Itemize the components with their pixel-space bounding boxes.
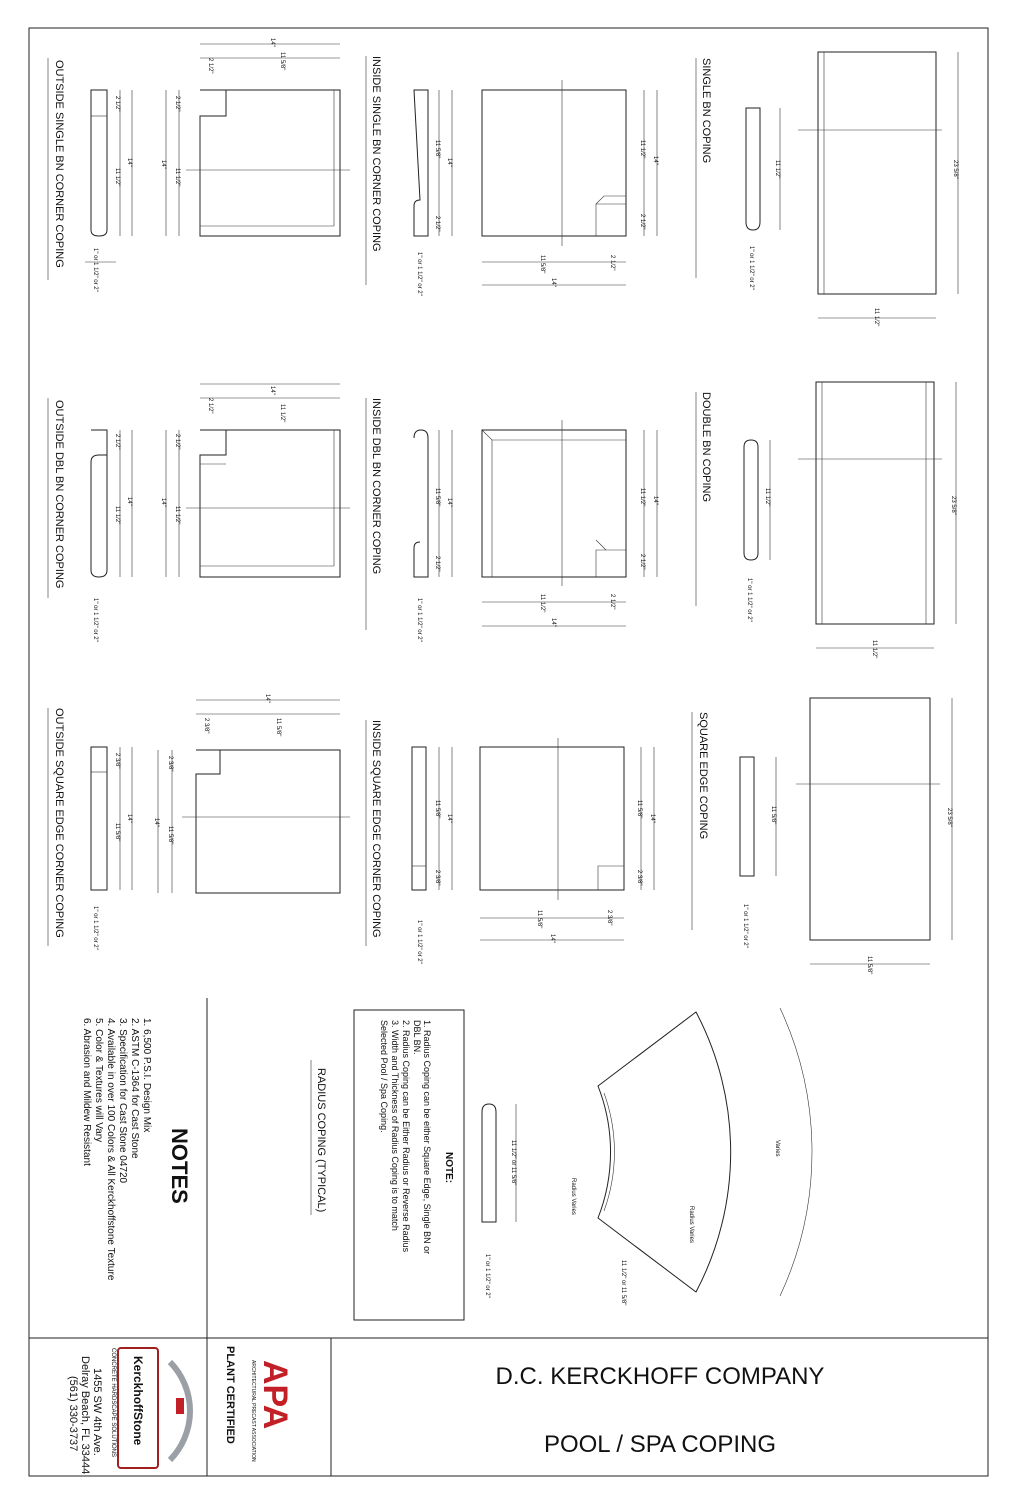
svg-text:4. Available in over 100 Colo: 4. Available in over 100 Colors & All Kerckhoffstone Texture [105,1018,116,1281]
svg-text:14": 14" [160,498,166,507]
svg-text:1" or 1 1/2" or 2": 1" or 1 1/2" or 2" [748,246,754,290]
inside-square-edge-corner-coping [366,720,655,964]
svg-text:2 3/8": 2 3/8" [167,756,173,772]
svg-text:11 1/2": 11 1/2" [114,506,120,525]
inside-square-title: INSIDE SQUARE EDGE CORNER COPING [370,720,382,938]
single-bn-title: SINGLE BN COPING [700,58,712,164]
svg-text:ARCHITECTURAL PRECAST ASSOCIAT: ARCHITECTURAL PRECAST ASSOCIATION [250,1360,256,1462]
svg-text:14": 14" [549,934,555,943]
svg-text:2 3/8": 2 3/8" [114,753,120,769]
svg-text:2 1/2": 2 1/2" [114,434,120,450]
svg-text:1" or 1 1/2" or 2": 1" or 1 1/2" or 2" [746,578,752,622]
svg-text:APA: APA [256,1360,294,1430]
svg-text:2. ASTM C-1364 for Cast Stone: 2. ASTM C-1364 for Cast Stone [129,1018,140,1159]
svg-text:3. Specification for Cast Sto: 3. Specification for Cast Stone 04720 [117,1018,128,1184]
svg-text:14": 14" [446,158,452,167]
svg-text:11 1/2": 11 1/2" [639,140,645,159]
svg-text:Selected Pool / Spa Coping.: Selected Pool / Spa Coping. [379,1020,389,1133]
svg-text:11 1/2" or 11 5/8": 11 1/2" or 11 5/8" [620,1260,626,1306]
svg-text:5. Color & Textures will Vary: 5. Color & Textures will Vary [93,1018,104,1143]
svg-text:11 1/2": 11 1/2" [764,488,770,507]
svg-text:11 5/8": 11 5/8" [167,826,173,845]
drawing-title: POOL / SPA COPING [543,1431,777,1458]
inside-double-title: INSIDE DBL BN CORNER COPING [370,398,382,575]
svg-text:2 1/2": 2 1/2" [174,96,180,112]
phone: (561) 330-3737 [67,1376,79,1452]
svg-text:1" or 1 1/2" or 2": 1" or 1 1/2" or 2" [92,906,98,950]
svg-text:14": 14" [649,814,655,823]
svg-text:14": 14" [153,818,159,827]
outside-square-title: OUTSIDE SQUARE EDGE CORNER COPING [53,708,65,938]
inside-single-title: INSIDE SINGLE BN CORNER COPING [370,56,382,252]
svg-text:11 1/2": 11 1/2" [174,168,180,187]
kerckhoffstone-logo [110,1348,190,1468]
double-bn-coping [696,382,956,658]
svg-text:2 3/8": 2 3/8" [606,910,612,926]
svg-text:14": 14" [126,158,132,167]
svg-text:2 1/2": 2 1/2" [434,556,440,572]
svg-text:2 1/2": 2 1/2" [609,594,615,610]
svg-text:11 5/8": 11 5/8" [275,718,281,737]
svg-text:11 5/8": 11 5/8" [279,52,285,71]
svg-text:1" or 1 1/2" or 2": 1" or 1 1/2" or 2" [416,920,422,964]
outside-double-title: OUTSIDE DBL BN CORNER COPING [53,400,65,589]
svg-text:2. Radius Coping can be Eithe: 2. Radius Coping can be Either Radius or Reverse Radius [401,1020,411,1253]
svg-text:14": 14" [446,498,452,507]
svg-text:14": 14" [264,694,270,703]
svg-text:11 1/2": 11 1/2" [873,308,879,327]
svg-text:2 1/2": 2 1/2" [174,434,180,450]
svg-text:NOTE:: NOTE: [443,1152,454,1184]
radius-title: RADIUS COPING (TYPICAL) [315,1068,327,1213]
svg-text:11 5/8": 11 5/8" [536,910,542,929]
plant-certified: PLANT CERTIFIED [224,1346,236,1444]
svg-text:11 5/8": 11 5/8" [114,823,120,842]
svg-text:Varies: Varies [774,1140,780,1157]
address-line-1: 1455 SW 4th Ave. [91,1368,103,1456]
svg-text:2 3/8": 2 3/8" [203,718,209,734]
svg-text:1" or 1 1/2" or 2": 1" or 1 1/2" or 2" [92,248,98,292]
svg-text:DBL BN.: DBL BN. [412,1020,422,1055]
svg-text:1" or 1 1/2" or 2": 1" or 1 1/2" or 2" [484,1254,490,1298]
svg-text:2 1/2": 2 1/2" [639,214,645,230]
svg-text:11 1/2": 11 1/2" [114,168,120,187]
svg-text:Radius Varies: Radius Varies [570,1178,576,1215]
company-name: D.C. KERCKHOFF COMPANY [495,1363,825,1390]
svg-text:3. Width and Thickness of Rad: 3. Width and Thickness of Radius Coping is to match [390,1020,400,1231]
svg-text:14": 14" [652,496,658,505]
svg-text:11 1/2": 11 1/2" [279,404,285,423]
square-edge-coping [692,698,952,974]
svg-text:2 1/2": 2 1/2" [639,554,645,570]
svg-text:11 5/8": 11 5/8" [539,255,545,274]
svg-text:11 1/2": 11 1/2" [174,506,180,525]
svg-text:11 5/8": 11 5/8" [434,488,440,507]
svg-text:11 1/2": 11 1/2" [774,160,780,179]
svg-text:11 5/8": 11 5/8" [770,806,776,825]
title-block [67,1346,824,1474]
svg-text:6. Abrasion and Mildew Resist: 6. Abrasion and Mildew Resistant [81,1018,92,1166]
inside-single-bn-corner-coping [366,56,658,296]
general-notes [81,1018,192,1281]
svg-text:11 1/2" or 11 5/8": 11 1/2" or 11 5/8" [510,1140,516,1186]
svg-text:14": 14" [126,497,132,506]
svg-text:11 1/2": 11 1/2" [539,594,545,613]
outside-single-title: OUTSIDE SINGLE BN CORNER COPING [53,60,65,268]
svg-text:11 5/8": 11 5/8" [866,956,872,975]
svg-text:CONCRETE HARDSCAPE SOLUTIONS: CONCRETE HARDSCAPE SOLUTIONS [110,1348,116,1458]
svg-text:14": 14" [269,386,275,395]
svg-text:14": 14" [160,160,166,169]
svg-text:23 5/8": 23 5/8" [950,496,956,515]
svg-text:2 1/2": 2 1/2" [207,398,213,414]
svg-text:2 1/2": 2 1/2" [609,255,615,271]
svg-text:1" or 1 1/2" or 2": 1" or 1 1/2" or 2" [742,904,748,948]
svg-text:2 3/8": 2 3/8" [636,870,642,886]
svg-text:23 5/8": 23 5/8" [952,160,958,179]
svg-text:2 1/2": 2 1/2" [114,96,120,112]
outside-square-edge-corner-coping [48,694,350,950]
svg-text:1. 6,500 P.S.I. Design Mix: 1. 6,500 P.S.I. Design Mix [141,1018,152,1133]
svg-text:1. Radius Coping can be eithe: 1. Radius Coping can be either Square Edge, Single BN or [422,1020,432,1255]
svg-text:11 5/8": 11 5/8" [434,800,440,819]
double-bn-title: DOUBLE BN COPING [700,392,712,503]
svg-text:1" or 1 1/2" or 2": 1" or 1 1/2" or 2" [92,598,98,642]
svg-text:1" or 1 1/2" or 2": 1" or 1 1/2" or 2" [416,598,422,642]
svg-text:14": 14" [126,814,132,823]
svg-text:KerckhoffStone: KerckhoffStone [131,1356,145,1446]
address-line-2: Delray Beach, FL 33444 [79,1356,91,1475]
svg-text:14": 14" [550,618,556,627]
inside-double-bn-corner-coping [366,398,658,642]
apa-logo [250,1356,296,1462]
radius-coping-detail [311,1008,812,1320]
svg-text:14": 14" [446,814,452,823]
svg-text:23 5/8": 23 5/8" [946,808,952,827]
square-edge-title: SQUARE EDGE COPING [697,712,709,840]
svg-text:11 1/2": 11 1/2" [871,640,877,659]
svg-text:2 1/2": 2 1/2" [207,58,213,74]
svg-text:Radius Varies: Radius Varies [688,1206,694,1243]
svg-text:2 3/8": 2 3/8" [434,870,440,886]
svg-text:14": 14" [269,38,275,47]
notes-heading: NOTES [167,1128,192,1204]
svg-text:1" or 1 1/2" or 2": 1" or 1 1/2" or 2" [416,252,422,296]
outside-single-bn-corner-coping [48,38,350,292]
svg-text:11 5/8": 11 5/8" [636,800,642,819]
svg-text:14": 14" [550,278,556,287]
svg-text:11 1/2": 11 1/2" [639,488,645,507]
outside-double-bn-corner-coping [48,384,350,642]
svg-text:14": 14" [652,156,658,165]
single-bn-coping [696,52,958,326]
svg-text:2 1/2": 2 1/2" [434,216,440,232]
svg-text:11 5/8": 11 5/8" [434,140,440,159]
